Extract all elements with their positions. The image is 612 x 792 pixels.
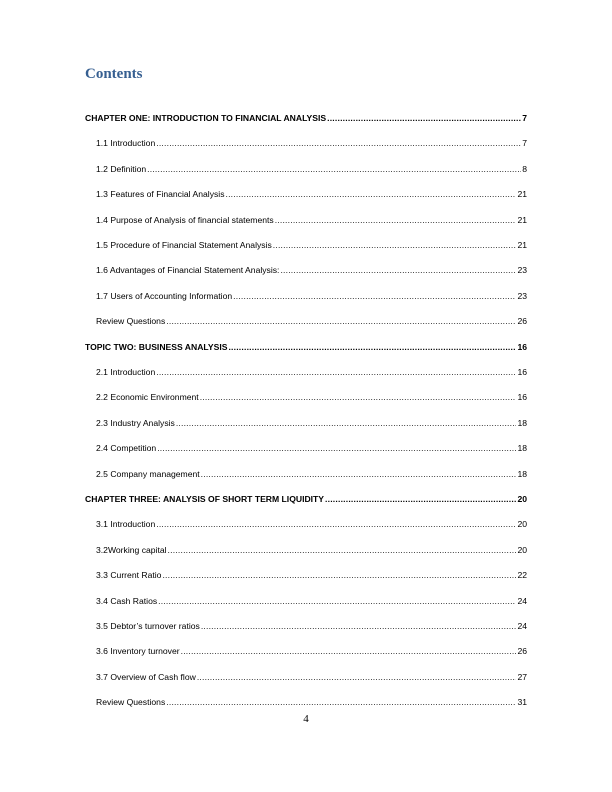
toc-entry-page: 24 [517,621,527,631]
page-number: 4 [303,713,309,725]
toc-section-entry[interactable] [96,646,527,657]
toc-entry-title: 3.2Working capital [96,544,167,555]
toc-title: Contents [85,66,143,82]
toc-entry-page: 16 [517,367,527,377]
toc-entry-page: 7 [522,138,527,149]
toc-entry-title: CHAPTER THREE: ANALYSIS OF SHORT TERM LIQUIDITY [85,494,325,504]
toc-entry-page: 21 [517,189,527,200]
toc-entry-page: 18 [517,468,527,479]
toc-dot-leader [201,621,517,632]
toc-entry-title: 2.2 Economic Environment [96,392,199,403]
toc-dot-leader [273,240,517,251]
toc-dot-leader [157,443,516,454]
toc-entry-title: 1.2 Definition [96,163,147,174]
toc-chapter-entry[interactable] [85,494,527,505]
toc-section-entry[interactable] [96,621,527,632]
toc-entry-title: CHAPTER ONE: INTRODUCTION TO FINANCIAL ANALYSIS [85,113,327,123]
toc-entry-page: 26 [517,646,527,657]
toc-entry-title: 1.1 Introduction [96,138,156,149]
toc-dot-leader [201,469,517,480]
toc-entry-title: 3.7 Overview of Cash flow [96,671,196,682]
toc-section-entry[interactable] [96,240,527,251]
toc-dot-leader [166,697,516,708]
toc-entry-page: 20 [517,494,527,504]
toc-section-entry[interactable] [96,443,527,454]
toc-dot-leader [200,392,517,403]
toc-section-entry[interactable] [96,672,527,683]
toc-section-entry[interactable] [96,215,527,226]
toc-dot-leader [156,367,516,378]
toc-dot-leader [228,342,516,353]
toc-entry-title: 1.5 Procedure of Financial Statement Analysis [96,240,272,250]
toc-section-entry[interactable] [96,596,527,607]
toc-section-entry[interactable] [96,570,527,581]
toc-entry-page: 27 [517,671,527,682]
toc-dot-leader [275,215,517,226]
toc-entry-page: 23 [517,290,527,301]
toc-entry-title: 2.4 Competition [96,443,157,454]
toc-dot-leader [162,570,516,581]
toc-entry-title: 1.3 Features of Financial Analysis [96,189,225,200]
toc-dot-leader [325,494,516,505]
toc-section-entry[interactable] [96,367,527,378]
toc-entry-title: 1.7 Users of Accounting Information [96,290,233,301]
toc-entry-page: 20 [517,544,527,555]
toc-entry-page: 7 [522,113,527,123]
toc-entry-title: 3.1 Introduction [96,519,156,530]
toc-entry-title: 2.1 Introduction [96,367,156,377]
toc-entry-title: 3.5 Debtor’s turnover ratios [96,621,200,631]
toc-section-entry[interactable] [96,189,527,200]
toc-entry-page: 26 [517,316,527,327]
toc-dot-leader [181,646,517,657]
toc-entry-title: 1.6 Advantages of Financial Statement Analysis: [96,265,280,276]
toc-entry-title: Review Questions [96,697,166,708]
toc-dot-leader [176,418,517,429]
toc-entry-page: 20 [517,519,527,530]
toc-section-entry[interactable] [96,291,527,302]
toc-entry-title: 3.3 Current Ratio [96,570,162,581]
toc-section-entry[interactable] [96,469,527,480]
toc-entry-page: 18 [517,417,527,428]
toc-entry-page: 31 [517,697,527,708]
toc-entry-page: 23 [517,265,527,276]
toc-entry-page: 24 [517,595,527,606]
toc-dot-leader [168,545,517,556]
toc-entry-page: 16 [517,341,527,352]
toc-dot-leader [233,291,516,302]
toc-dot-leader [147,164,521,175]
toc-chapter-entry[interactable] [85,113,527,124]
toc-dot-leader [226,189,517,200]
toc-entry-page: 18 [517,443,527,454]
toc-entry-title: 2.5 Company management [96,468,200,479]
toc-entry-page: 21 [517,214,527,225]
toc-section-entry[interactable] [96,545,527,556]
toc-section-entry[interactable] [96,697,527,708]
toc-dot-leader [197,672,517,683]
toc-entry-page: 8 [522,163,527,174]
toc-section-entry[interactable] [96,265,527,276]
toc-entry-title: Review Questions [96,316,166,327]
toc-section-entry[interactable] [96,316,527,327]
toc-dot-leader [166,316,516,327]
toc-dot-leader [156,138,521,149]
toc-entry-title: 3.4 Cash Ratios [96,595,158,606]
toc-dot-leader [327,113,521,124]
toc-section-entry[interactable] [96,519,527,530]
toc-entry-page: 16 [517,392,527,403]
toc-section-entry[interactable] [96,392,527,403]
toc-dot-leader [158,596,516,607]
toc-entry-title: 3.6 Inventory turnover [96,646,180,657]
toc-entry-page: 22 [517,570,527,581]
toc-entry-title: 1.4 Purpose of Analysis of financial statements [96,214,274,225]
toc-entry-page: 21 [517,240,527,250]
toc-dot-leader [156,519,516,530]
toc-section-entry[interactable] [96,138,527,149]
toc-entry-title: 2.3 Industry Analysis [96,417,175,428]
toc-entry-title: TOPIC TWO: BUSINESS ANALYSIS [85,341,228,352]
toc-section-entry[interactable] [96,164,527,175]
toc-section-entry[interactable] [96,418,527,429]
toc-dot-leader [280,265,516,276]
toc-chapter-entry[interactable] [85,342,527,353]
